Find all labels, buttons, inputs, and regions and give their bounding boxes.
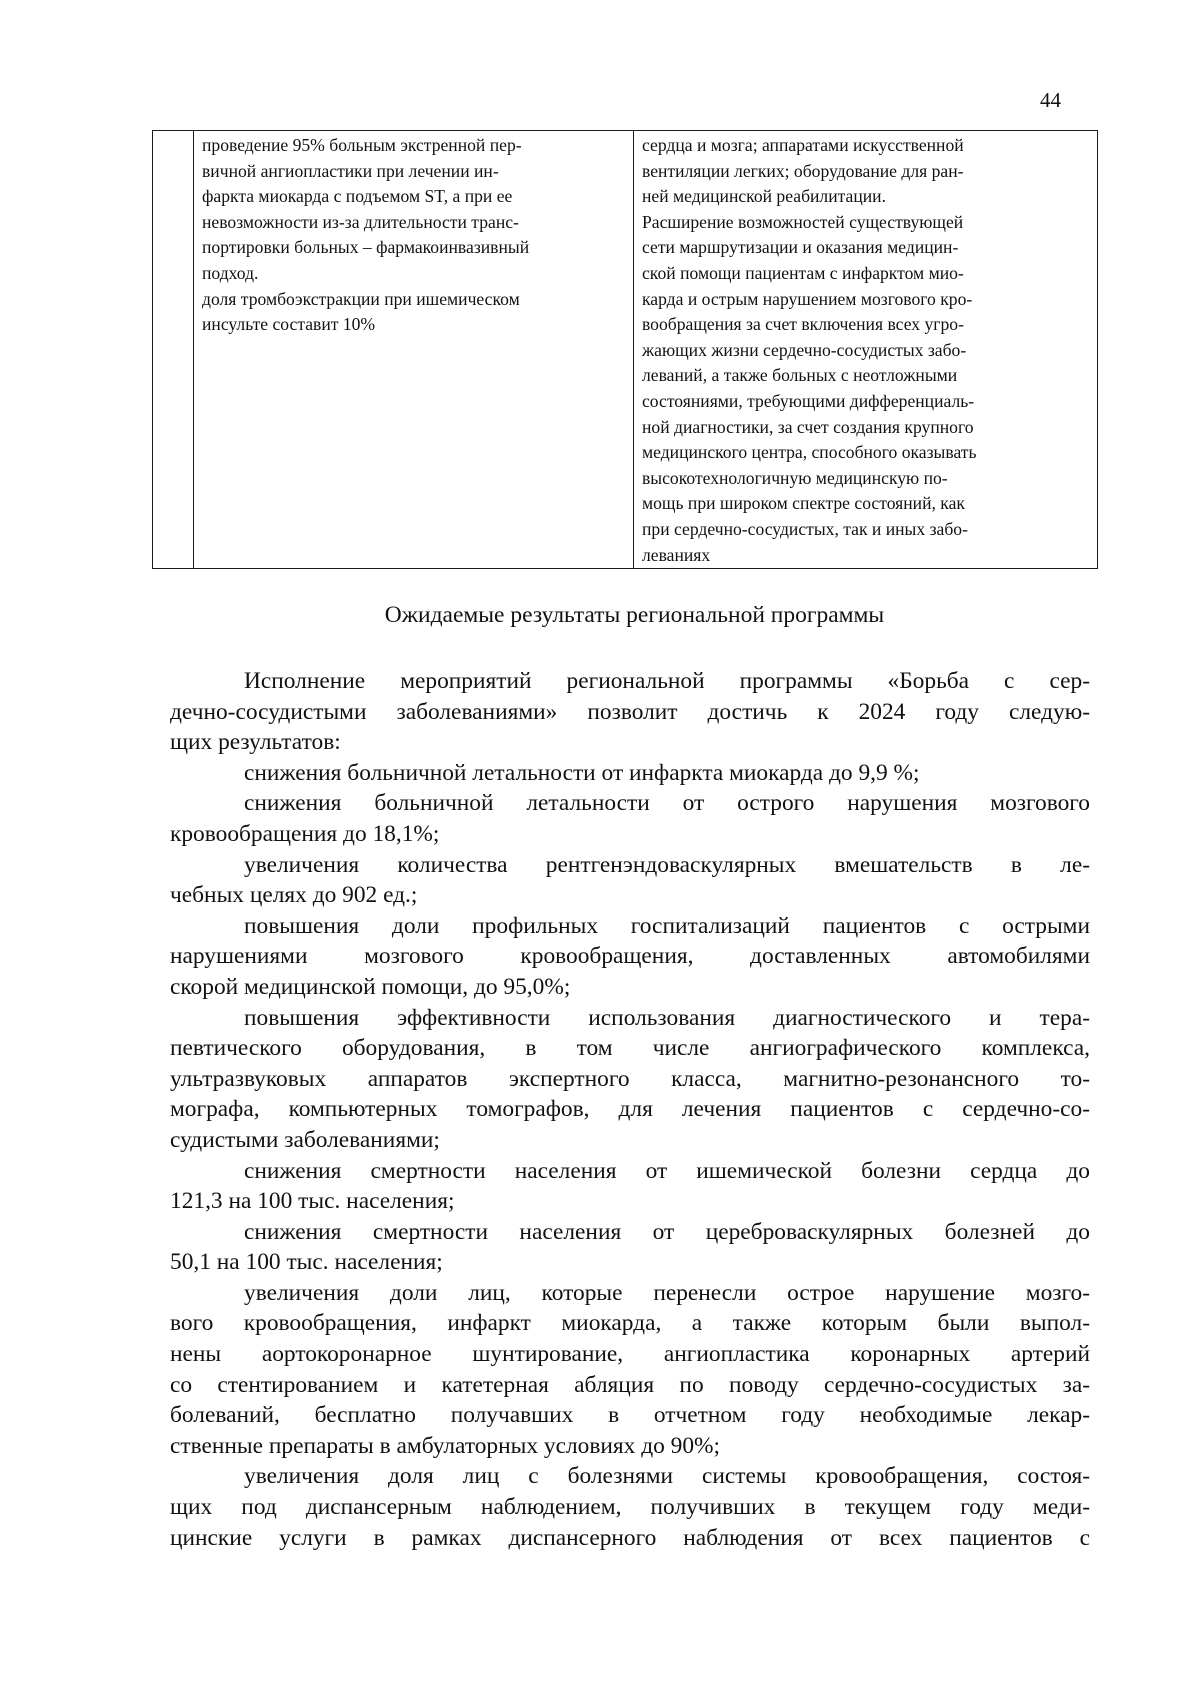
text-line: 50,1 на 100 тыс. населения; xyxy=(170,1249,443,1276)
table-text-line: мощь при широком спектре состояний, как xyxy=(642,493,965,514)
table-text-line: медицинского центра, способного оказывать xyxy=(642,442,977,463)
table-text-line: невозможности из-за длительности транс- xyxy=(202,211,519,232)
paragraph xyxy=(170,758,1090,789)
table-text-line: фаркта миокарда с подъемом ST, а при ее xyxy=(202,186,513,207)
text-line: судистыми заболеваниями; xyxy=(170,1126,440,1153)
table-text-line: доля тромбоэкстракции при ишемическом xyxy=(202,288,520,309)
table-text-line: при сердечно-сосудистых, так и иных забо- xyxy=(642,518,968,539)
text-line: вого кровообращения, инфаркт миокарда, а также которым были выпол- xyxy=(170,1310,1090,1337)
text-line: повышения эффективности использования диагностического и тера- xyxy=(244,1004,1090,1031)
table-text-line: карда и острым нарушением мозгового кро- xyxy=(642,288,973,309)
table-results-cell xyxy=(194,131,634,569)
text-line: певтического оборудования, в том числе ангиографического комплекса, xyxy=(170,1035,1090,1062)
table-text-line: леваний, а также больных с неотложными xyxy=(642,365,958,386)
table-text-line: ной диагностики, за счет создания крупного xyxy=(642,416,974,437)
table-row xyxy=(153,131,1098,569)
text-line: увеличения доли лиц, которые перенесли острое нарушение мозго- xyxy=(244,1279,1090,1306)
paragraph xyxy=(170,1278,1090,1462)
text-line: ультразвуковых аппаратов экспертного класса, магнитно-резонансного то- xyxy=(170,1065,1090,1092)
table-text-line: проведение 95% больным экстренной пер- xyxy=(202,135,522,155)
table-text-line: инсульте составит 10% xyxy=(202,314,376,335)
text-line: мографа, компьютерных томографов, для лечения пациентов с сердечно-со- xyxy=(170,1096,1090,1123)
text-line: со стентированием и катетерная абляция по поводу сердечно-сосудистых за- xyxy=(170,1371,1090,1398)
text-line: чебных целях до 902 ед.; xyxy=(170,882,418,909)
text-line: дечно-сосудистыми заболеваниями» позволит достичь к 2024 году следую- xyxy=(170,698,1090,725)
text-line: снижения больничной летальности от острого нарушения мозгового xyxy=(244,790,1090,817)
body-text xyxy=(170,666,1090,1553)
table-text-line: высокотехнологичную медицинскую по- xyxy=(642,467,948,488)
table-text-line: леваниях xyxy=(642,544,711,565)
table-text-line: Расширение возможностей существующей xyxy=(642,211,964,232)
table-text-line: вентиляции легких; оборудование для ран- xyxy=(642,160,964,181)
text-line: снижения смертности населения от цереброваскулярных болезней до xyxy=(244,1218,1090,1245)
paragraph xyxy=(170,788,1090,849)
text-line: болеваний, бесплатно получавших в отчетном году необходимые лекар- xyxy=(170,1402,1090,1429)
paragraph xyxy=(170,911,1090,1003)
text-line: нарушениями мозгового кровообращения, доставленных автомобилями xyxy=(170,943,1090,970)
paragraph xyxy=(170,850,1090,911)
table-text-line: вообращения за счет включения всех угро- xyxy=(642,314,964,335)
section-title: Ожидаемые результаты региональной программы xyxy=(384,602,885,628)
text-line: увеличения доля лиц с болезнями системы кровообращения, состоя- xyxy=(244,1463,1090,1490)
text-line: ственные препараты в амбулаторных условиях до 90%; xyxy=(170,1432,721,1459)
page-number: 44 xyxy=(1040,88,1061,112)
table-text-line: состояниями, требующими дифференциаль- xyxy=(642,390,975,411)
table-text-line: сердца и мозга; аппаратами искусственной xyxy=(642,135,964,155)
table-text-line: портировки больных – фармакоинвазивный xyxy=(202,237,530,258)
table-text-line: подход. xyxy=(202,262,259,283)
paragraph xyxy=(170,1217,1090,1278)
table-text-line: жающих жизни сердечно-сосудистых забо- xyxy=(642,339,967,360)
text-line: щих результатов: xyxy=(170,729,341,756)
results-table xyxy=(152,130,1098,569)
paragraph xyxy=(170,1003,1090,1156)
text-line: нены аортокоронарное шунтирование, ангиопластика коронарных артерий xyxy=(170,1341,1090,1368)
paragraph xyxy=(170,666,1090,758)
text-line: 121,3 на 100 тыс. населения; xyxy=(170,1188,455,1215)
table-text-line: ской помощи пациентам с инфарктом мио- xyxy=(642,262,964,283)
text-line: увеличения количества рентгенэндоваскулярных вмешательств в ле- xyxy=(244,851,1090,878)
table-text-line: сети маршрутизации и оказания медицин- xyxy=(642,237,959,258)
text-line: Исполнение мероприятий региональной программы «Борьба с сер- xyxy=(244,668,1090,694)
text-line: снижения смертности населения от ишемической болезни сердца до xyxy=(244,1157,1090,1184)
table-text-line: ней медицинской реабилитации. xyxy=(642,186,886,207)
text-line: цинские услуги в рамках диспансерного наблюдения от всех пациентов с xyxy=(170,1524,1090,1551)
text-line: повышения доли профильных госпитализаций пациентов с острыми xyxy=(244,912,1090,939)
text-line: снижения больничной летальности от инфаркта миокарда до 9,9 %; xyxy=(244,759,920,786)
paragraph xyxy=(170,1461,1090,1553)
table-text-line: вичной ангиопластики при лечении ин- xyxy=(202,160,499,181)
text-line: щих под диспансерным наблюдением, получивших в текущем году меди- xyxy=(170,1494,1090,1521)
text-line: скорой медицинской помощи, до 95,0%; xyxy=(170,973,571,1000)
table-index-cell xyxy=(153,131,194,569)
text-line: кровообращения до 18,1%; xyxy=(170,820,440,847)
table-measures-cell xyxy=(634,131,1098,569)
paragraph xyxy=(170,1156,1090,1217)
